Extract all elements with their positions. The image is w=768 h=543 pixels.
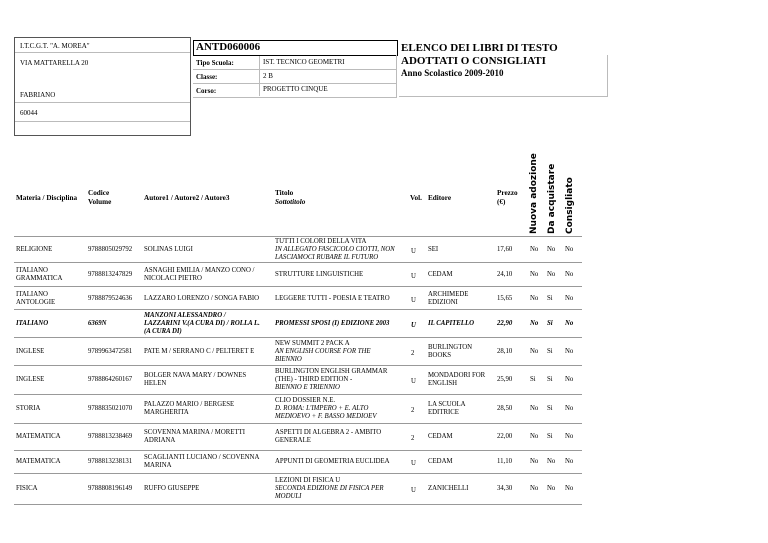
cell-materia: GRAMMATICA [16, 275, 63, 282]
cell-autori: PATE M / SERRANO C / PELTERET E [144, 347, 255, 355]
cell-editore: IL CAPITELLO [428, 319, 475, 327]
cell-editore: LA SCUOLA [428, 401, 466, 408]
cell-da-acquistare: No [547, 458, 556, 465]
cell-nuova-adozione: No [530, 347, 539, 355]
cell-vol: U [411, 296, 416, 304]
cell-editore: ZANICHELLI [428, 485, 469, 492]
divider [193, 83, 397, 84]
cell-da-acquistare: No [547, 271, 556, 278]
cell-titolo: (THE) - THIRD EDITION - [275, 376, 353, 383]
cell-consigliato: No [565, 319, 574, 327]
cell-titolo: NEW SUMMIT 2 PACK A [275, 339, 350, 347]
cell-titolo: LEZIONI DI FISICA U [275, 477, 341, 484]
cell-sottotitolo: AN ENGLISH COURSE FOR THE [275, 347, 371, 355]
cell-consigliato: No [565, 347, 574, 355]
cell-codice: 9788805029792 [88, 246, 133, 253]
divider [259, 56, 260, 96]
header-volume: Volume [88, 198, 112, 206]
cell-titolo: LEGGERE TUTTI - POESIA E TEATRO [275, 294, 390, 302]
cell-titolo: TUTTI I COLORI DELLA VITA [275, 238, 367, 245]
cell-codice: 9788864260167 [88, 376, 133, 383]
classe-value: 2 B [263, 72, 273, 80]
cell-vol: 2 [411, 349, 415, 357]
cell-consigliato: No [565, 294, 574, 302]
cell-materia: STORIA [16, 405, 41, 412]
divider [15, 121, 190, 122]
header-editore: Editore [428, 194, 452, 202]
cell-prezzo: 34,30 [497, 485, 513, 492]
cell-sottotitolo: SECONDA EDIZIONE DI FISICA PER [275, 485, 384, 492]
cell-vol: 2 [411, 435, 415, 442]
cell-sottotitolo: BIENNIO E TRIENNIO [275, 384, 340, 391]
cell-titolo: ASPETTI DI ALGEBRA 2 - AMBITO [275, 429, 382, 436]
cell-da-acquistare: Si [547, 347, 553, 355]
cell-da-acquistare: No [547, 485, 556, 492]
cell-materia: ITALIANO [16, 290, 48, 298]
cell-nuova-adozione: No [530, 485, 539, 492]
cell-autori: BOLGER NAVA MARY / DOWNES [144, 372, 247, 379]
cell-prezzo: 11,10 [497, 458, 513, 465]
cell-nuova-adozione: Si [530, 376, 536, 383]
cell-editore: MONDADORI FOR [428, 372, 486, 379]
cell-editore: CEDAM [428, 458, 453, 465]
cell-vol: 2 [411, 407, 415, 414]
cell-consigliato: No [565, 246, 574, 253]
heading-line3: Anno Scolastico 2009-2010 [401, 68, 504, 78]
cell-codice: 9789963472581 [88, 347, 133, 355]
heading-line2: ADOTTATI O CONSIGLIATI [401, 55, 546, 67]
cell-da-acquistare: Si [547, 405, 553, 412]
cell-vol: U [411, 487, 416, 494]
cell-editore: ARCHIMEDE [428, 290, 469, 298]
cell-editore: BURLINGTON [428, 343, 473, 351]
cell-codice: 6369N [88, 319, 107, 327]
tipo-value: IST. TECNICO GEOMETRI [263, 58, 345, 66]
divider [15, 52, 190, 53]
corso-label: Corso: [196, 87, 217, 95]
divider [15, 102, 190, 103]
cell-autori: MANZONI ALESSANDRO / [144, 311, 226, 319]
cell-editore: BOOKS [428, 351, 452, 359]
cell-sottotitolo: MODULI [275, 493, 302, 500]
cell-materia: ITALIANO [16, 267, 48, 274]
cell-da-acquistare: Si [547, 376, 553, 383]
cell-autori: LAZZARO LORENZO / SONGA FABIO [144, 294, 260, 302]
cell-nuova-adozione: No [530, 246, 539, 253]
cell-da-acquistare: No [547, 246, 556, 253]
cell-editore: SEI [428, 246, 439, 253]
header-da-acquistare: Da acquistare [547, 163, 557, 234]
cell-consigliato: No [565, 405, 574, 412]
cell-editore: ENGLISH [428, 380, 458, 387]
cell-autori: RUFFO GIUSEPPE [144, 485, 200, 492]
cell-autori: SCAGLIANTI LUCIANO / SCOVENNA [144, 454, 260, 461]
cell-nuova-adozione: No [530, 294, 539, 302]
tipo-label: Tipo Scuola: [196, 59, 234, 67]
school-city: FABRIANO [20, 91, 56, 99]
header-consigliato: Consigliato [565, 177, 575, 234]
cell-autori: (A CURA DI) [144, 327, 182, 335]
classe-label: Classe: [196, 73, 218, 81]
cell-da-acquistare: Si [547, 433, 553, 440]
cell-prezzo: 28,50 [497, 405, 513, 412]
cell-autori: PALAZZO MARIO / BERGESE [144, 401, 235, 408]
school-cap: 60044 [20, 109, 38, 117]
header-codice: Codice [88, 189, 110, 197]
cell-titolo: APPUNTI DI GEOMETRIA EUCLIDEA [275, 458, 390, 465]
cell-da-acquistare: Si [547, 294, 553, 302]
cell-consigliato: No [565, 433, 574, 440]
school-name: I.T.C.G.T. "A. MOREA" [20, 42, 90, 50]
cell-editore: EDITRICE [428, 409, 459, 416]
cell-codice: 9788813238131 [88, 458, 133, 465]
cell-vol: U [411, 378, 416, 385]
cell-sottotitolo: D. ROMA: L'IMPERO + E. ALTO [275, 405, 369, 412]
cell-autori: SCOVENNA MARINA / MORETTI [144, 429, 246, 436]
cell-nuova-adozione: No [530, 271, 539, 278]
cell-prezzo: 22,90 [497, 319, 513, 327]
cell-vol: U [411, 460, 416, 467]
cell-prezzo: 17,60 [497, 246, 513, 253]
school-code: ANTD060006 [196, 41, 261, 53]
cell-materia: MATEMATICA [16, 433, 61, 440]
cell-materia: ANTOLOGIE [16, 298, 56, 306]
cell-materia: MATEMATICA [16, 458, 61, 465]
header-titolo: Titolo [275, 189, 294, 197]
cell-autori: ADRIANA [144, 437, 176, 444]
cell-codice: 9788813247829 [88, 271, 133, 278]
header-prezzo-unit: (€) [497, 198, 506, 206]
cell-sottotitolo: MEDIOEVO + F. BASSO MEDIOEV [275, 413, 377, 420]
cell-editore: CEDAM [428, 271, 453, 278]
cell-materia: RELIGIONE [16, 246, 53, 253]
cell-consigliato: No [565, 271, 574, 278]
cell-sottotitolo: LASCIAMOCI RUBARE IL FUTURO [275, 254, 379, 261]
heading-line1: ELENCO DEI LIBRI DI TESTO [401, 42, 558, 54]
cell-titolo: GENERALE [275, 437, 311, 444]
cell-vol: U [411, 321, 416, 329]
cell-sottotitolo: BIENNIO [275, 355, 302, 363]
cell-materia: ITALIANO [16, 319, 49, 327]
cell-autori: MARINA [144, 462, 172, 469]
corso-value: PROGETTO CINQUE [263, 85, 328, 93]
header-materia: Materia / Disciplina [16, 194, 78, 202]
cell-prezzo: 28,10 [497, 347, 513, 355]
cell-sottotitolo: IN ALLEGATO FASCICOLO CIOTTI, NON [275, 246, 395, 253]
cell-codice: 9788813238469 [88, 433, 133, 440]
cell-autori: MARGHERITA [144, 409, 189, 416]
cell-titolo: PROMESSI SPOSI (I) EDIZIONE 2003 [275, 319, 390, 327]
header-prezzo: Prezzo [497, 189, 518, 197]
cell-prezzo: 24,10 [497, 271, 513, 278]
cell-titolo: STRUTTURE LINGUISTICHE [275, 271, 364, 278]
cell-prezzo: 25,90 [497, 376, 513, 383]
cell-autori: SOLINAS LUIGI [144, 246, 193, 253]
cell-nuova-adozione: No [530, 405, 539, 412]
cell-da-acquistare: Si [547, 319, 553, 327]
school-address: VIA MATTARELLA 20 [20, 59, 89, 67]
header-nuova-adozione: Nuova adozione [529, 153, 539, 234]
cell-codice: 9788879524636 [88, 294, 133, 302]
cell-autori: ASNAGHI EMILIA / MANZO CONO / [144, 267, 255, 274]
cell-materia: FISICA [16, 485, 38, 492]
cell-autori: LAZZARINI V.(A CURA DI) / ROLLA L. [144, 319, 260, 327]
cell-vol: U [411, 273, 416, 280]
cell-nuova-adozione: No [530, 319, 539, 327]
cell-materia: INGLESE [16, 347, 45, 355]
cell-materia: INGLESE [16, 376, 45, 383]
cell-editore: EDIZIONI [428, 298, 458, 306]
cell-prezzo: 15,65 [497, 294, 513, 302]
cell-nuova-adozione: No [530, 458, 539, 465]
header-vol: Vol. [410, 194, 422, 202]
cell-autori: NICOLACI PIETRO [144, 275, 202, 282]
header-sottotitolo: Sottotitolo [275, 198, 306, 206]
cell-titolo: CLIO DOSSIER N.E. [275, 397, 336, 404]
cell-autori: HELEN [144, 380, 167, 387]
cell-editore: CEDAM [428, 433, 453, 440]
cell-codice: 9788808196149 [88, 485, 133, 492]
cell-vol: U [411, 248, 416, 255]
cell-codice: 9788835021070 [88, 405, 133, 412]
cell-prezzo: 22,00 [497, 433, 513, 440]
divider [193, 69, 397, 70]
cell-consigliato: No [565, 376, 574, 383]
cell-consigliato: No [565, 485, 574, 492]
cell-nuova-adozione: No [530, 433, 539, 440]
header-autori: Autore1 / Autore2 / Autore3 [144, 194, 230, 202]
cell-consigliato: No [565, 458, 574, 465]
cell-titolo: BURLINGTON ENGLISH GRAMMAR [275, 368, 388, 375]
